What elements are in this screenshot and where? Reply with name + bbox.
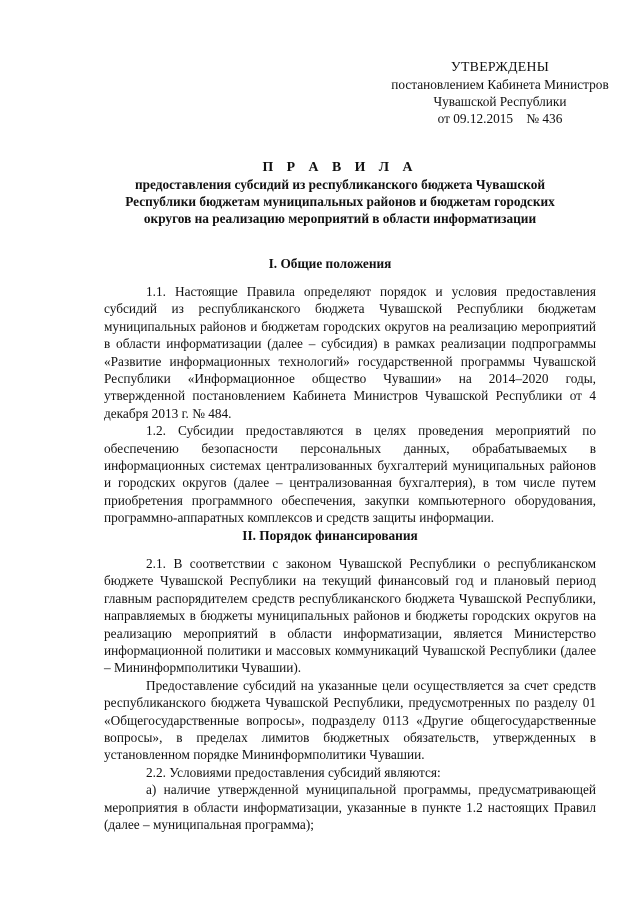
paragraph: 1.2. Субсидии предоставляются в целях проведения мероприятий по обеспечению безопасности персональных данных, обрабатываемых в информационных системах централизованных бухгалтерий муниципальных районов и городских округов (далее – централизованная бухгалтерия), в том числе путем приобретения программного обеспечения, закупки компьютерного оборудования, программно-аппаратных комплексов и средств защиты информации. bbox=[104, 423, 596, 526]
document-title-subtitle: предоставления субсидий из республиканского бюджета Чувашской Республики бюджетам муниципальных районов и бюджетам городских округов на реализацию мероприятий в области информатизации bbox=[125, 177, 555, 226]
approval-line: постановлением Кабинета Министров bbox=[391, 77, 609, 92]
paragraph: 2.1. В соответствии с законом Чувашской Республики о республиканском бюджете Чувашской Республики на текущий финансовый год и плановый период главным распорядителем средств республиканского бюджета Чувашской Республики, направляемых в бюджеты муниципальных районов и бюджеты городских округов на реализацию мероприятий в области информатизации, является Министерство информационной политики и массовых коммуникаций Чувашской Республики (далее – Мининформполитики Чувашии). bbox=[104, 556, 596, 676]
paragraph: 2.2. Условиями предоставления субсидий являются: bbox=[146, 764, 441, 780]
section-title-financing: II. Порядок финансирования bbox=[242, 528, 418, 543]
paragraph: 1.1. Настоящие Правила определяют порядок и условия предоставления субсидий из республиканского бюджета Чувашской Республики бюджетам муниципальных районов и бюджетам городских округов на реализацию мероприятий в области информатизации (далее – субсидия) в рамках реализации подпрограммы «Развитие информационных технологий» государственной программы Чувашской Республики «Информационное общество Чувашии» на 2014–2020 годы, утвержденной постановлением Кабинета Министров Чувашской Республики от 4 декабря 2013 г. № 484. bbox=[104, 284, 596, 421]
approval-date-line: от 09.12.2015 № 436 bbox=[437, 111, 563, 126]
paragraph: Предоставление субсидий на указанные цели осуществляется за счет средств республиканского бюджета Чувашской Республики, предусмотренных по разделу 01 «Общегосударственные вопросы», подразделу 0113 «Другие общегосударственные вопросы», в пределах лимитов бюджетных обязательств, утвержденных в установленном порядке Мининформполитики Чувашии. bbox=[104, 677, 596, 763]
section-financing-body bbox=[104, 555, 596, 834]
approval-block bbox=[380, 58, 620, 127]
document-title-main: П Р А В И Л А bbox=[262, 159, 418, 174]
paragraph: а) наличие утвержденной муниципальной программы, предусматривающей мероприятия в области информатизации, указанные в пункте 1.2 настоящих Правил (далее – муниципальная программа); bbox=[104, 782, 596, 833]
section-title-general: I. Общие положения bbox=[268, 256, 392, 271]
approval-heading: УТВЕРЖДЕНЫ bbox=[450, 59, 550, 74]
approval-line: Чувашской Республики bbox=[433, 94, 567, 109]
section-general-body bbox=[104, 283, 596, 527]
document-title bbox=[100, 158, 580, 227]
